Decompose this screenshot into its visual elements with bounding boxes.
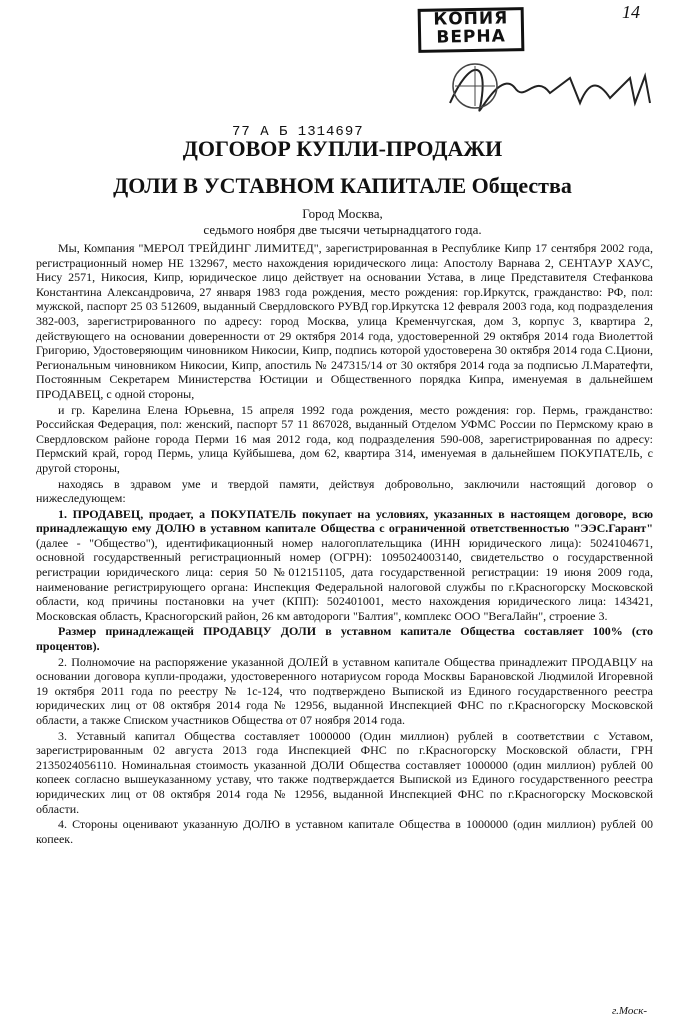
signature-scribble <box>440 48 665 128</box>
corner-page-number: 14 <box>622 2 640 22</box>
clause-1 <box>36 507 653 624</box>
contract-body <box>36 241 653 846</box>
registration-number: 77 А Б 1314697 <box>232 124 364 140</box>
clause-2: 2. Полномочие на распоряжение указанной ДОЛЕЙ в уставном капитале Общества принадлежит ПРОДАВЦУ на основании договора купли-продажи, удостоверенного нотариусом города Москвы Барановской Людмилой Игоревной 19 октября 2011 года по реестру № 1с-124, что подтверждено Выпиской из Единого государственного реестра юридических лиц от 08 октября 2014 года № 12956, выданной Инспекцией ФНС по г.Красногорску Московской области, а также Списком участников Общества от 07 ноября 2014 года. <box>36 654 653 727</box>
city: Город Москва, <box>302 206 383 221</box>
document-title-line-2: ДОЛИ В УСТАВНОМ КАПИТАЛЕ Общества <box>113 173 572 198</box>
clause-1-bold: 1. ПРОДАВЕЦ, продает, а ПОКУПАТЕЛЬ покупает на условиях, указанных в настоящем договоре, всю принадлежащую ему ДОЛЮ в уставном капитале Общества с ограниченной ответственностью "ЭЭС.Гарант" <box>36 506 653 536</box>
clause-1-text: (далее - "Общество"), идентификационный номер налогоплательщика (ИНН юридического лица): 5024104671, основной государственный регистрационный номер (ОГРН): 1095024003140, свидетельство о государственной регистрации юридического лица: серия 50 №012151105, дата государственной регистрации: 19 июня 2009 года, наименование регистрирующего органа: Инспекция Федеральной налоговой службы по г.Красногорску Московской области, код причины постановки на учет (КПП): 502401001, место нахождения юридического лица: 143421, Московская область, Красногорский район, 26 км автодороги "Балтия", комплекс ООО "ВегаЛайн", строение 3. <box>36 535 653 623</box>
copy-certified-stamp <box>418 7 525 53</box>
seller-paragraph: Мы, Компания "МЕРОЛ ТРЕЙДИНГ ЛИМИТЕД", зарегистрированная в Республике Кипр 17 сентября 2002 года, регистрационный номер НЕ 132967, место нахождения юридического лица: Апостолу Варнава 2, СЕНТАУР ХАУС, Нису 2571, Никосия, Кипр, юридическое лицо действует на основании Устава, в лице Представителя Стефанкова Константина Александровича, 27 января 1983 года рождения, место рождения: гор.Иркутск, гражданство: РФ, пол: мужской, паспорт 25 03 512609, выданный Свердловского РУВД гор.Иркутска 12 февраля 2003 года, код подразделения 382-003, зарегистрированного по адресу: город Москва, улица Кременчугская, дом 3, корпус 3, квартира 2, действующего на основании доверенности от 29 октября 2014 года, удостоверенной 29 октября 2014 года Виолеттой Григорию, Удостоверяющим чиновником Никосии, Кипр, подпись которой удостоверена 30 октября 2014 года С.Циони, Региональным чиновником Никосии, Кипр, апостиль № 247315/14 от 30 октября 2014 года за подписью Л.Маратефти, Постоянным Секретарем Министерства Юстиции и Общественного порядка Кипра, именуемая в дальнейшем ПРОДАВЕЦ, с одной стороны, <box>36 241 653 401</box>
place-and-date <box>0 206 685 238</box>
agreement-intro: находясь в здравом уме и твердой памяти, действуя добровольно, заключили настоящий договор о нижеследующем: <box>36 476 653 506</box>
clause-4: 4. Стороны оценивают указанную ДОЛЮ в уставном капитале Общества в 1000000 (один миллион) рублей 00 копеек. <box>36 817 653 846</box>
stamp-line-1: КОПИЯ <box>433 8 509 30</box>
share-size <box>36 624 653 653</box>
share-size-bold: Размер принадлежащей ПРОДАВЦУ ДОЛИ в уставном капитале Общества составляет 100% (сто процентов). <box>36 624 653 654</box>
contract-date: седьмого ноября две тысячи четырнадцатого года. <box>203 222 482 237</box>
clause-3: 3. Уставный капитал Общества составляет 1000000 (Один миллион) рублей в соответствии с Уставом, зарегистрированным 02 августа 2013 года Инспекцией ФНС по г.Красногорску Московской области, ГРН 2135024056110. Номинальная стоимость указанной ДОЛИ Общества составляет 1000000 (один миллион) рублей 00 копеек согласно вышеуказанному уставу, что также подтверждается Выпиской из Единого государственного реестра юридических лиц от 08 октября 2014 года № 12956, выданной Инспекцией ФНС по г.Красногорску Московской области. <box>36 728 653 816</box>
footer-mark: г.Моск- <box>612 1005 648 1017</box>
buyer-paragraph: и гр. Карелина Елена Юрьевна, 15 апреля 1992 года рождения, место рождения: гор. Пермь, гражданство: Российская Федерация, пол: женский, паспорт 57 11 867028, выданный Отделом УФМС России по Пермскому краю в Свердловском районе города Перми 16 мая 2012 года, код подразделения 590-008, зарегистрированная по адресу: Пермский край, город Пермь, улица Куйбышева, дом 62, квартира 314, именуемая в дальнейшем ПОКУПАТЕЛЬ, с другой стороны, <box>36 402 653 475</box>
document-title-line-1: ДОГОВОР КУПЛИ-ПРОДАЖИ <box>182 136 503 161</box>
stamp-line-2: ВЕРНА <box>436 26 506 48</box>
